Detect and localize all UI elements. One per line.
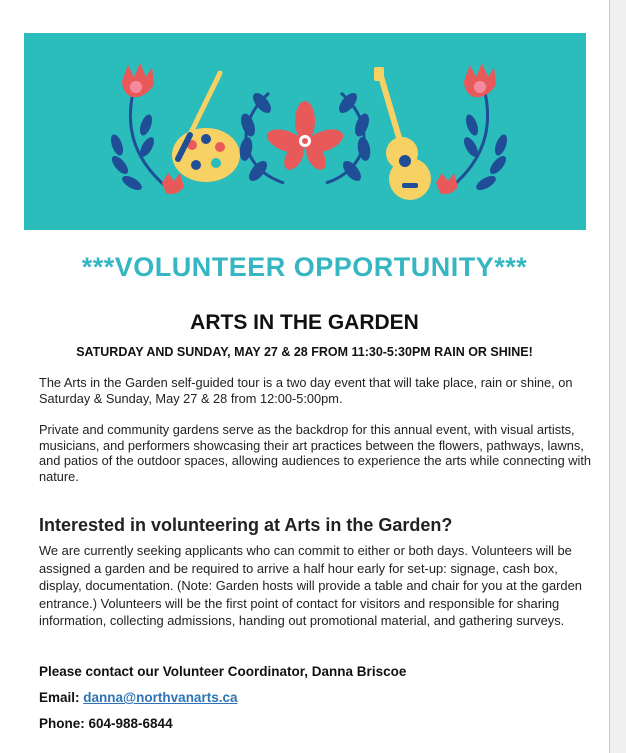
contact-phone-line xyxy=(39,716,173,731)
banner-illustration xyxy=(24,33,586,230)
window-edge xyxy=(610,0,626,753)
phone-number: 604-988-6844 xyxy=(88,716,173,731)
volunteer-opportunity-heading: ***VOLUNTEER OPPORTUNITY*** xyxy=(81,252,528,282)
laurel-flower-icon xyxy=(238,90,372,184)
contact-intro: Please contact our Volunteer Coordinator, Danna Briscoe xyxy=(39,664,407,679)
email-label: Email: xyxy=(39,690,84,705)
paintbrush-palette-icon xyxy=(172,73,240,182)
phone-label: Phone: xyxy=(39,716,89,731)
guitar-icon xyxy=(374,67,431,200)
description-paragraph: Private and community gardens serve as the backdrop for this annual event, with visual artists, musicians, and performers showcasing their art practices between the flowers, pathways, lawns, and patios of the outdoor spaces, allowing audiences to experience the arts while connecting with nature. xyxy=(39,422,592,484)
contact-email-line xyxy=(39,690,237,705)
flower-branch-icon xyxy=(436,63,509,194)
flower-branch-icon xyxy=(109,63,184,194)
event-banner xyxy=(24,33,586,230)
intro-paragraph: The Arts in the Garden self-guided tour is a two day event that will take place, rain or shine, on Saturday & Sunday, May 27 & 28 from 12:00-5:00pm. xyxy=(39,375,573,406)
volunteer-description: We are currently seeking applicants who can commit to either or both days. Volunteers will be assigned a garden and be required to arrive a half hour early for set-up: signage, cash box, display, documentation. (Note: Garden hosts will provide a table and chair for you at the garden entrance.) Volunteers will be the first point of contact for visitors and responsible for sharing information, collecting admissions, handing out promotional material, and gathering surveys. xyxy=(39,543,582,628)
email-link[interactable]: danna@northvanarts.ca xyxy=(83,690,238,705)
event-dates: SATURDAY AND SUNDAY, MAY 27 & 28 FROM 11:30-5:30PM RAIN OR SHINE! xyxy=(76,345,533,359)
event-title: ARTS IN THE GARDEN xyxy=(190,311,419,334)
volunteer-section-heading: Interested in volunteering at Arts in the Garden? xyxy=(39,515,453,535)
